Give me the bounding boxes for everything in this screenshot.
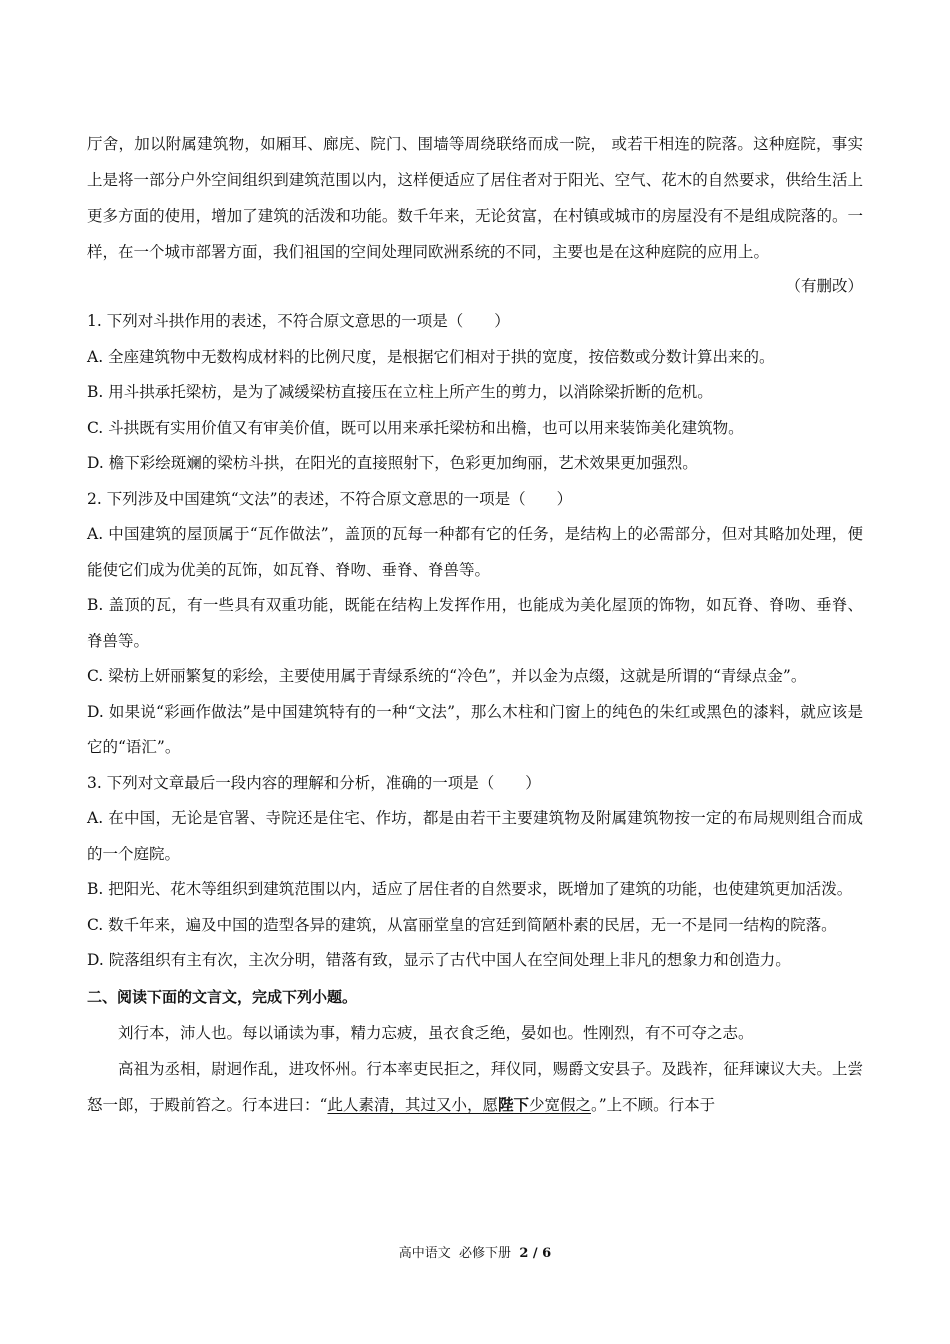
classical-paragraph-1: 刘行本，沛人也。每以诵读为事，精力忘疲，虽衣食乏绝，晏如也。性刚烈，有不可夺之志。 [118,1023,754,1042]
document-page [87,126,863,1123]
option-a: A. 在中国，无论是官署、寺院还是住宅、作坊，都是由若干主要建筑物及附属建筑物按一定的布局规则组合而成的一个庭院。 [87,809,863,863]
option-b: B. 盖顶的瓦，有一些具有双重功能，既能在结构上发挥作用，也能成为美化屋顶的饰物，如瓦脊、脊吻、垂脊、脊兽等。 [87,596,863,650]
question-3 [87,766,863,979]
question-stem: 1. 下列对斗拱作用的表述，不符合原文意思的一项是（ ） [87,312,510,330]
question-stem: 2. 下列涉及中国建筑“文法”的表述，不符合原文意思的一项是（ ） [87,489,573,508]
option-d: D. 院落组织有主有次，主次分明，错落有致，显示了古代中国人在空间处理上非凡的想象力和创造力。 [87,951,791,969]
page-footer [0,1242,950,1261]
section-two-title: 二、阅读下面的文言文，完成下列小题。 [87,987,358,1006]
classical-paragraph-2 [87,1051,863,1123]
question-stem: 3. 下列对文章最后一段内容的理解和分析，准确的一项是（ ） [87,773,541,792]
paragraph-text: 高祖为丞相，尉迥作乱，进攻怀州。行本率吏民拒之，拜仪同，赐爵文安县子。及践祚，征拜谏议大夫。上尝怒一郎，于殿前笞之。行本进曰：“ [87,1059,863,1114]
page-number: 2 / 6 [519,1246,552,1261]
source-note: （有删改） [785,277,863,295]
option-a: A. 全座建筑物中无数构成材料的比例尺度，是根据它们相对于拱的宽度，按倍数或分数计算出来的。 [87,347,775,366]
question-1 [87,304,863,482]
option-d: D. 如果说“彩画作做法”是中国建筑特有的一种“文法”，那么木柱和门窗上的纯色的朱红或黑色的漆料，就应该是它的“语汇”。 [87,702,863,756]
underlined-text: 此人素清，其过又小，愿 [327,1095,498,1114]
option-a: A. 中国建筑的屋顶属于“瓦作做法”，盖顶的瓦每一种都有它的任务，是结构上的必需部分，但对其略加处理，便能使它们成为优美的瓦饰，如瓦脊、脊吻、垂脊、脊兽等。 [87,525,863,579]
bold-underlined-text: 陛下 [497,1094,529,1114]
paragraph-text: 。”上不顾。行本于 [590,1095,716,1114]
option-c: C. 斗拱既有实用价值又有审美价值，既可以用来承托梁枋和出檐，也可以用来装饰美化建筑物。 [87,418,744,437]
underlined-sentence [327,1096,591,1114]
underlined-text: 少宽假之 [528,1095,591,1114]
footer-label: 高中语文 必修下册 [398,1246,520,1261]
option-b: B. 用斗拱承托梁枋，是为了减缓梁枋直接压在立柱上所产生的剪力，以消除梁折断的危机。 [87,383,713,401]
option-c: C. 数千年来，遍及中国的造型各异的建筑，从富丽堂皇的宫廷到简陋朴素的民居，无一不是同一结构的院落。 [87,915,837,934]
question-2 [87,482,863,766]
option-b: B. 把阳光、花木等组织到建筑范围以内，适应了居住者的自然要求，既增加了建筑的功能，也使建筑更加活泼。 [87,880,853,898]
option-c: C. 梁枋上妍丽繁复的彩绘，主要使用属于青绿系统的“冷色”，并以金为点缀，这就是所谓的“青绿点金”。 [87,667,807,685]
option-d: D. 檐下彩绘斑斓的梁枋斗拱，在阳光的直接照射下，色彩更加绚丽，艺术效果更加强烈。 [87,454,698,472]
passage-paragraph: 厅舍，加以附属建筑物，如厢耳、廊庑、院门、围墙等周绕联络而成一院， 或若干相连的院落。这种庭院，事实上是将一部分户外空间组织到建筑范围以内，这样便适应了居住者对于阳光、空气、花木的自然要求，供给生活上更多方面的使用，增加了建筑的活泼和功能。数千年来，无论贫富，在村镇或城市的房屋没有不是组成院落的。一样，在一个城市部署方面，我们祖国的空间处理同欧洲系统的不同，主要也是在这种庭院的应用上。 [87,135,863,261]
